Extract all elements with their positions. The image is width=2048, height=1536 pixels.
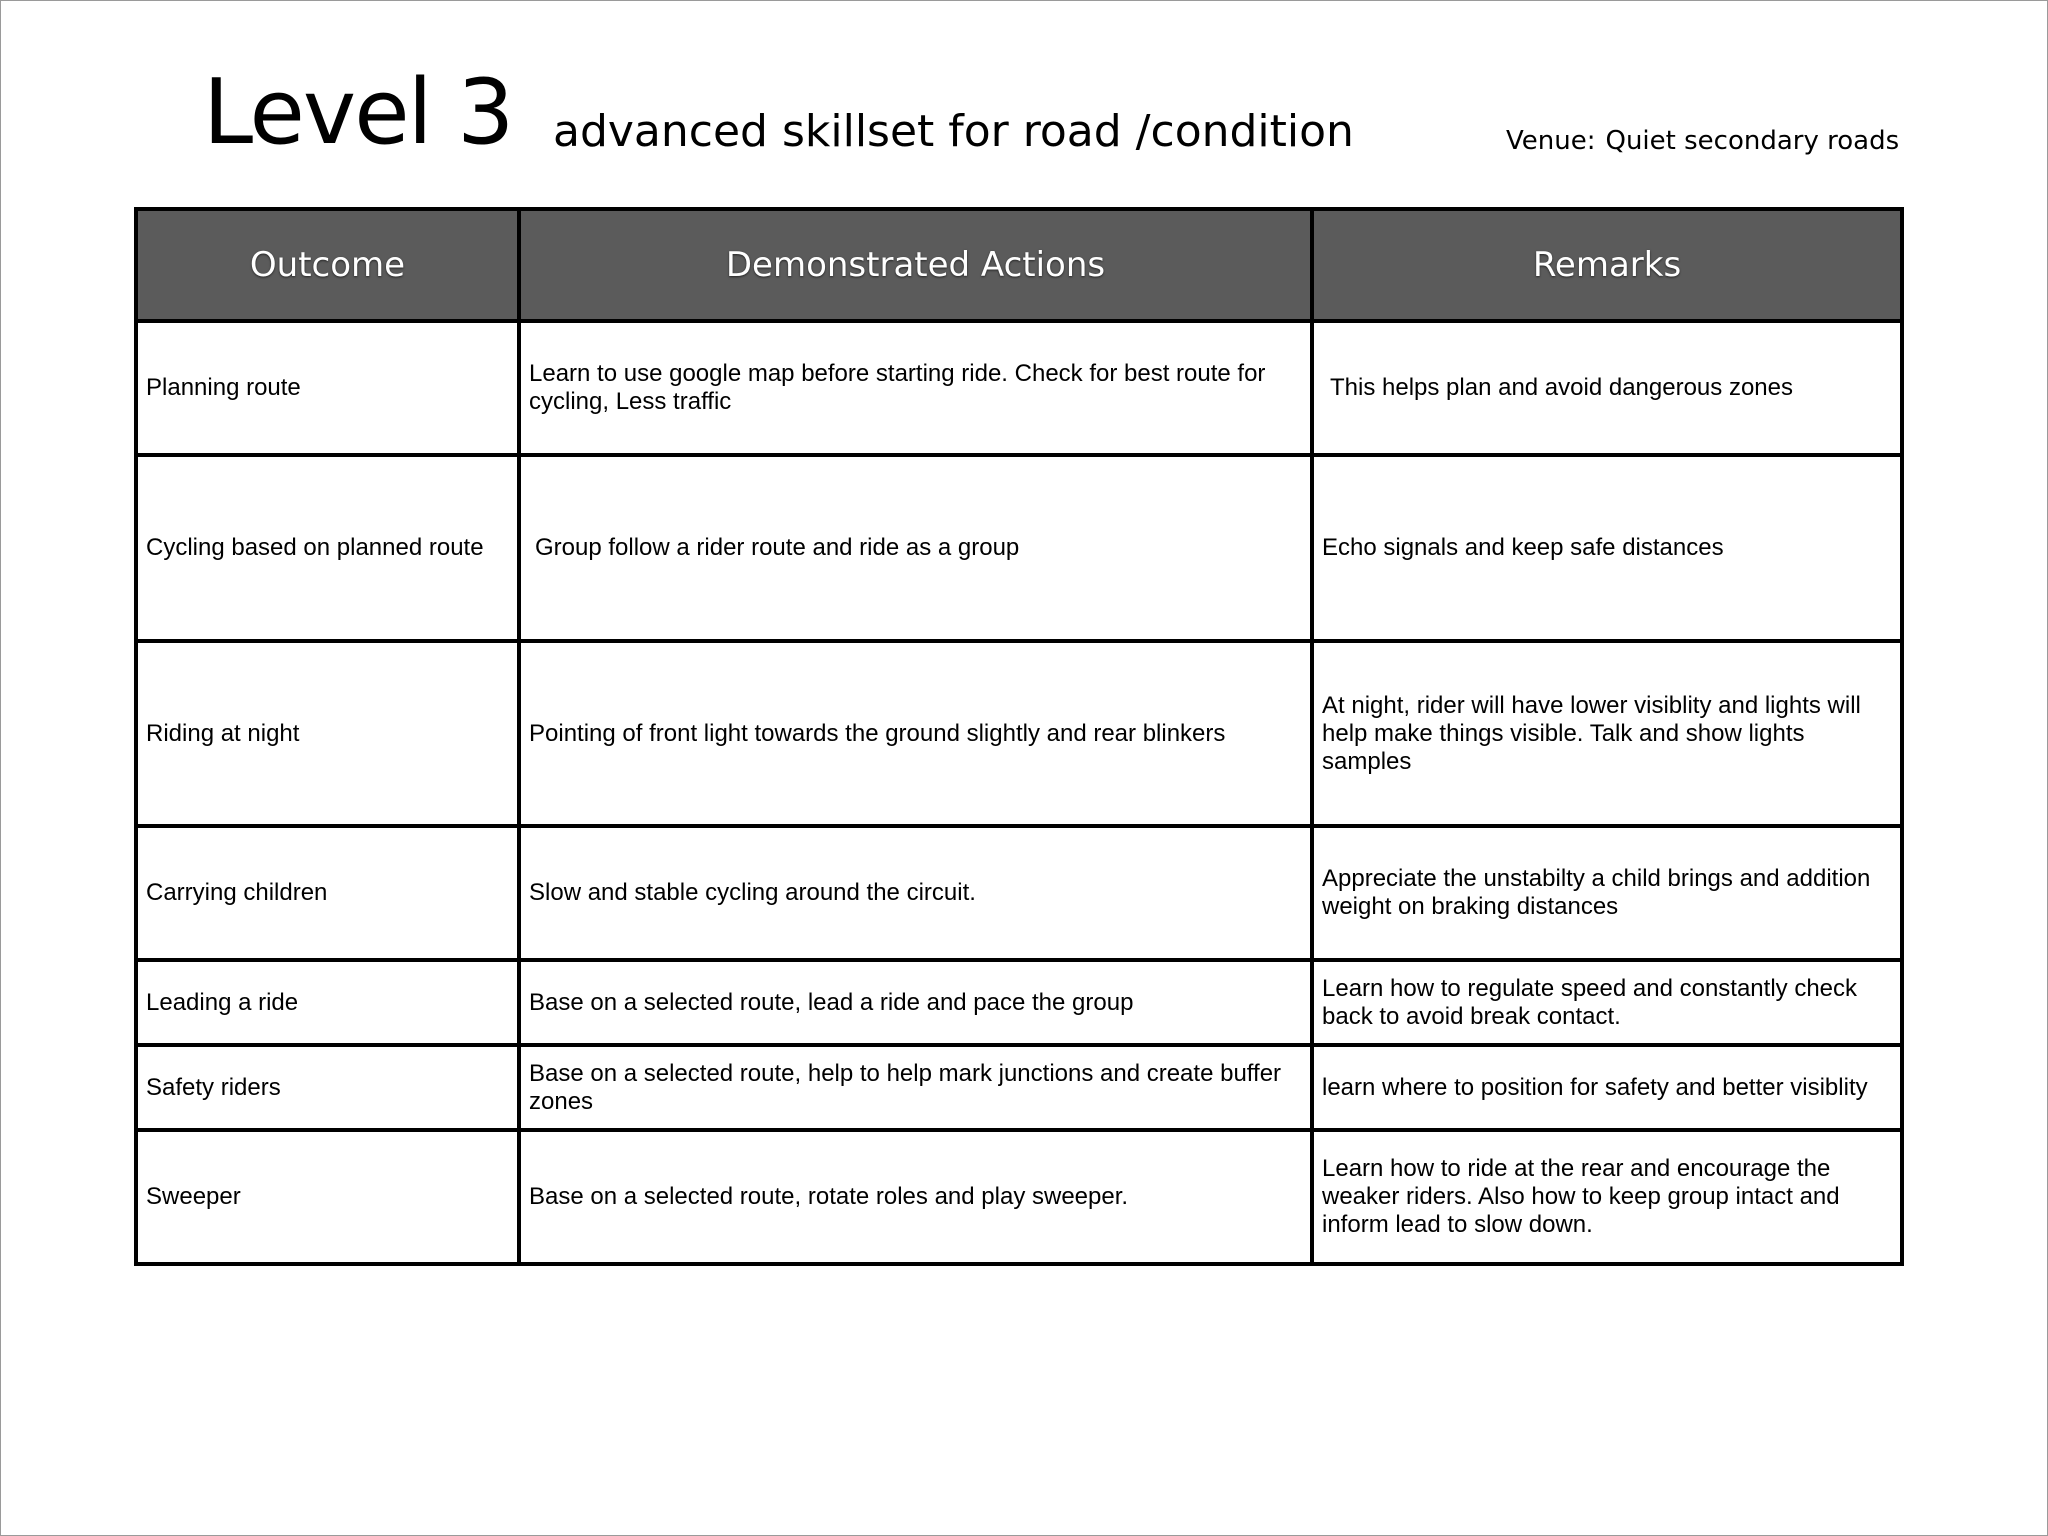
table-row: [136, 641, 1902, 826]
venue: [1506, 128, 1899, 154]
remarks-cell: Echo signals and keep safe distances: [1312, 455, 1902, 641]
outcome-cell: Riding at night: [136, 641, 519, 826]
outcome-cell: Leading a ride: [136, 960, 519, 1045]
level-subtitle: advanced skillset for road /condition: [553, 106, 1354, 157]
actions-cell: Base on a selected route, lead a ride and pace the group: [519, 960, 1312, 1045]
actions-cell: Base on a selected route, rotate roles and play sweeper.: [519, 1130, 1312, 1264]
table-header-row: [136, 209, 1902, 321]
actions-cell: Group follow a rider route and ride as a group: [519, 455, 1312, 641]
remarks-cell: Appreciate the unstabilty a child brings and addition weight on braking distances: [1312, 826, 1902, 960]
remarks-cell: Learn how to regulate speed and constantly check back to avoid break contact.: [1312, 960, 1902, 1045]
table-row: [136, 1130, 1902, 1264]
actions-cell: Slow and stable cycling around the circuit.: [519, 826, 1312, 960]
outcome-cell: Safety riders: [136, 1045, 519, 1130]
venue-value: Quiet secondary roads: [1605, 126, 1900, 156]
actions-cell: Learn to use google map before starting ride. Check for best route for cycling, Less traffic: [519, 321, 1312, 455]
remarks-cell: At night, rider will have lower visiblity and lights will help make things visible. Talk and show lights samples: [1312, 641, 1902, 826]
outcome-cell: Carrying children: [136, 826, 519, 960]
outcome-cell: Sweeper: [136, 1130, 519, 1264]
outcome-cell: Planning route: [136, 321, 519, 455]
table-row: [136, 321, 1902, 455]
remarks-cell: This helps plan and avoid dangerous zones: [1312, 321, 1902, 455]
actions-cell: Pointing of front light towards the ground slightly and rear blinkers: [519, 641, 1312, 826]
table-row: [136, 455, 1902, 641]
venue-label: Venue:: [1506, 126, 1596, 156]
level-title: Level 3: [203, 60, 513, 165]
column-header-remarks: Remarks: [1312, 209, 1902, 321]
actions-cell: Base on a selected route, help to help mark junctions and create buffer zones: [519, 1045, 1312, 1130]
table-row: [136, 826, 1902, 960]
table-row: [136, 960, 1902, 1045]
remarks-cell: Learn how to ride at the rear and encourage the weaker riders. Also how to keep group intact and inform lead to slow down.: [1312, 1130, 1902, 1264]
remarks-cell: learn where to position for safety and better visiblity: [1312, 1045, 1902, 1130]
column-header-actions: Demonstrated Actions: [519, 209, 1312, 321]
column-header-outcome: Outcome: [136, 209, 519, 321]
skills-table: [134, 207, 1904, 1266]
outcome-cell: Cycling based on planned route: [136, 455, 519, 641]
table-row: [136, 1045, 1902, 1130]
